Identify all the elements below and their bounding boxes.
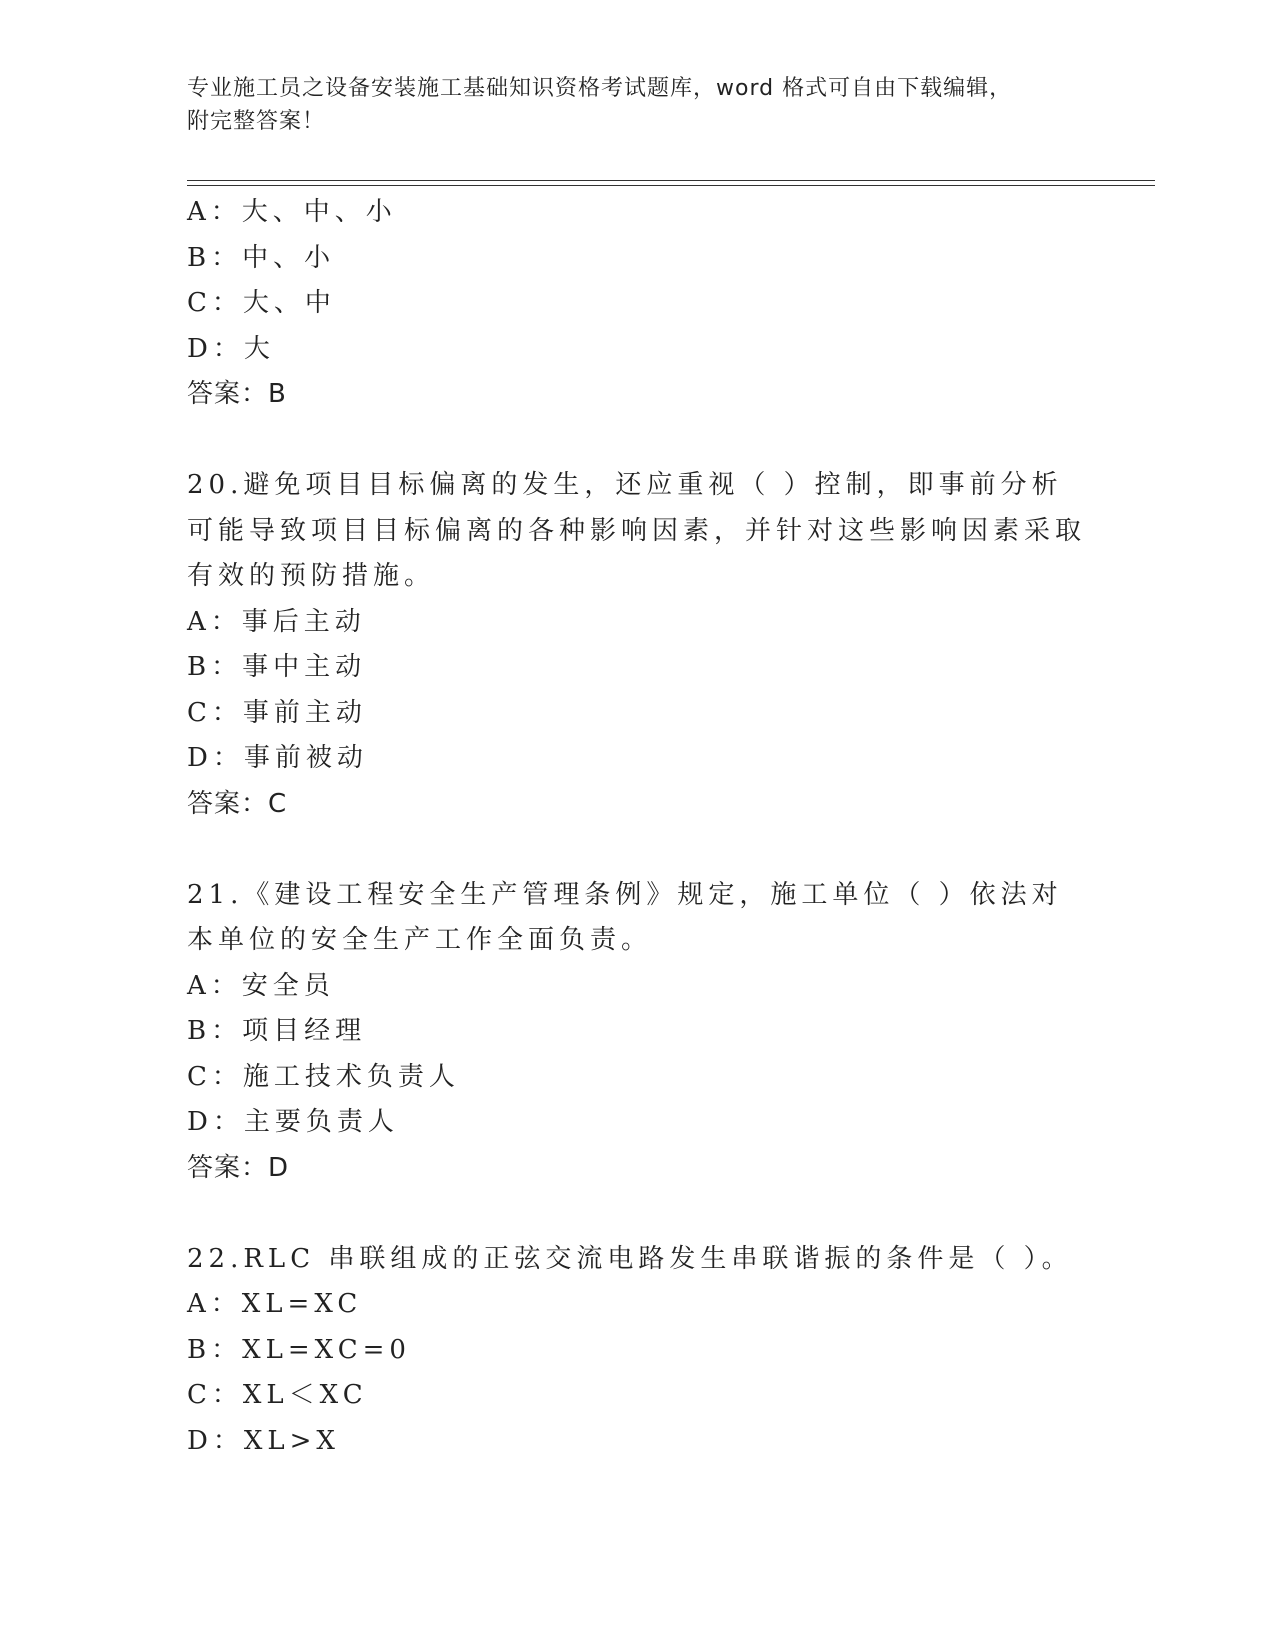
document-header xyxy=(187,72,1067,138)
option-a: A：事后主动 xyxy=(187,606,366,637)
option-b: B：项目经理 xyxy=(187,1016,367,1046)
option-a: A：大、中、小 xyxy=(187,197,397,227)
option-c: C：事前主动 xyxy=(187,697,367,728)
question-19 xyxy=(187,190,1087,418)
spacer xyxy=(187,418,1087,464)
question-22 xyxy=(187,1237,1087,1465)
option-d: D：大 xyxy=(187,333,275,364)
option-c: C：XL＜XC xyxy=(187,1380,368,1410)
option-b: B：中、小 xyxy=(187,242,336,273)
spacer xyxy=(187,827,1087,873)
answer: 答案：C xyxy=(187,788,288,819)
option-b: B：XL=XC=0 xyxy=(187,1334,411,1365)
answer: 答案：B xyxy=(187,379,287,409)
question-20 xyxy=(187,463,1087,827)
question-stem: 22.RLC 串联组成的正弦交流电路发生串联谐振的条件是（ ）。 xyxy=(187,1243,1073,1274)
option-d: D：事前被动 xyxy=(187,743,368,773)
question-list xyxy=(187,190,1087,1464)
header-line-2: 附完整答案！ xyxy=(187,109,326,134)
header-line-1: 专业施工员之设备安装施工基础知识资格考试题库，word 格式可自由下载编辑， xyxy=(187,76,1013,101)
option-a: A：安全员 xyxy=(187,970,335,1001)
option-c: C：大、中 xyxy=(187,288,336,318)
option-a: A：XL=XC xyxy=(187,1289,363,1319)
spacer xyxy=(187,1191,1087,1237)
question-21 xyxy=(187,873,1087,1192)
question-stem: 21.《建设工程安全生产管理条例》规定，施工单位（ ）依法对本单位的安全生产工作全面负责。 xyxy=(187,879,1063,955)
question-stem: 20.避免项目目标偏离的发生，还应重视（ ）控制，即事前分析可能导致项目目标偏离的各种影响因素，并针对这些影响因素采取有效的预防措施。 xyxy=(187,470,1087,591)
header-divider-bottom xyxy=(187,185,1155,186)
option-b: B：事中主动 xyxy=(187,652,367,682)
option-c: C：施工技术负责人 xyxy=(187,1061,460,1092)
option-d: D：XL>X xyxy=(187,1425,340,1456)
header-divider-top xyxy=(187,180,1155,181)
answer: 答案：D xyxy=(187,1152,290,1183)
option-d: D：主要负责人 xyxy=(187,1107,399,1137)
